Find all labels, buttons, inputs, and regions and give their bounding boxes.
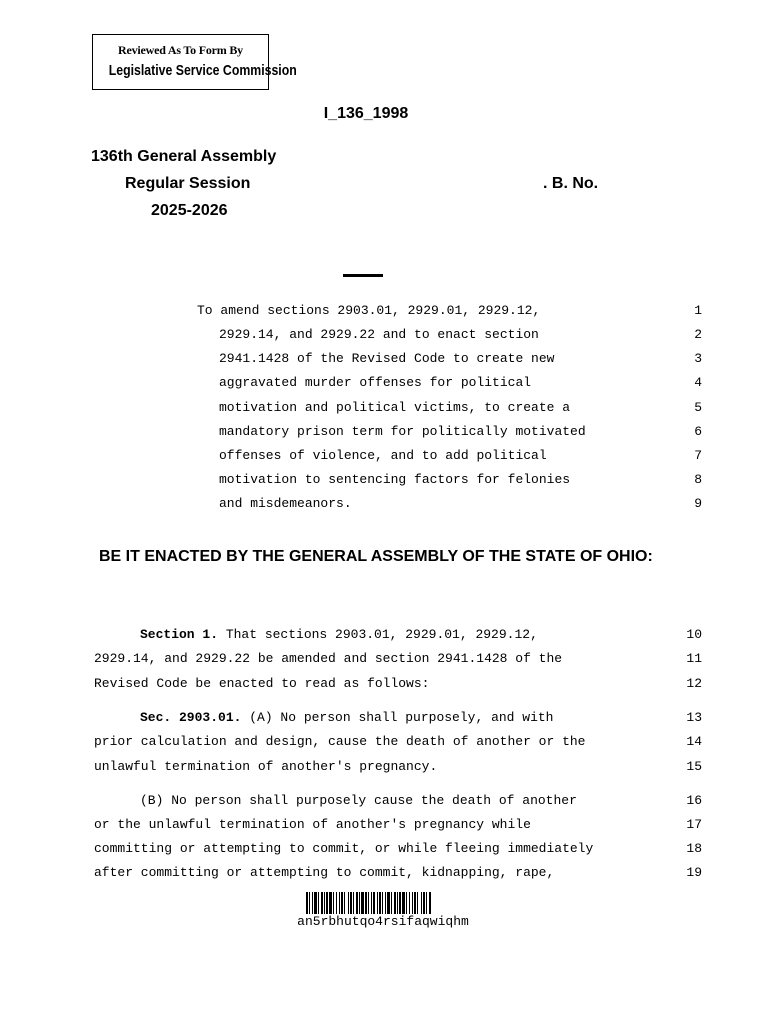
barcode-text: an5rbhutqo4rsifaqwiqhm bbox=[297, 914, 469, 929]
line-number: 12 bbox=[686, 676, 702, 691]
line-number: 15 bbox=[686, 759, 702, 774]
line-number: 7 bbox=[694, 448, 702, 463]
session-name: Regular Session bbox=[125, 175, 251, 192]
body-line: or the unlawful termination of another's pregnancy while bbox=[94, 817, 531, 832]
title-line: 2941.1428 of the Revised Code to create new bbox=[219, 351, 555, 366]
enacting-clause: BE IT ENACTED BY THE GENERAL ASSEMBLY OF THE STATE OF OHIO: bbox=[99, 548, 653, 565]
barcode bbox=[306, 892, 432, 914]
title-line: motivation to sentencing factors for felonies bbox=[219, 472, 571, 487]
body-line: committing or attempting to commit, or while fleeing immediately bbox=[94, 841, 594, 856]
stamp-commission-text: Legislative Service Commission bbox=[108, 62, 297, 79]
line-number: 8 bbox=[694, 472, 702, 487]
body-line: 2929.14, and 2929.22 be amended and section 2941.1428 of the bbox=[94, 651, 563, 666]
line-number: 13 bbox=[686, 710, 702, 725]
body-line: after committing or attempting to commit, kidnapping, rape, bbox=[94, 865, 555, 880]
body-line: prior calculation and design, cause the death of another or the bbox=[94, 734, 586, 749]
title-line: aggravated murder offenses for political bbox=[219, 375, 532, 390]
title-line: offenses of violence, and to add political bbox=[219, 448, 547, 463]
title-line: and misdemeanors. bbox=[219, 496, 352, 511]
title-divider bbox=[343, 274, 383, 277]
section-label: Section 1. bbox=[140, 627, 219, 642]
document-id: I_136_1998 bbox=[323, 105, 409, 122]
title-line: mandatory prison term for politically motivated bbox=[219, 424, 586, 439]
body-text: That sections 2903.01, 2929.01, 2929.12, bbox=[218, 627, 538, 642]
line-number: 10 bbox=[686, 627, 702, 642]
section-label: Sec. 2903.01. bbox=[140, 710, 242, 725]
line-number: 19 bbox=[686, 865, 702, 880]
review-stamp bbox=[92, 34, 297, 90]
body-line: unlawful termination of another's pregnancy. bbox=[94, 759, 438, 774]
body-line: Revised Code be enacted to read as follows: bbox=[94, 676, 430, 691]
line-number: 6 bbox=[694, 424, 702, 439]
line-number: 16 bbox=[686, 793, 702, 808]
line-number: 1 bbox=[694, 303, 702, 318]
line-number: 14 bbox=[686, 734, 702, 749]
line-number: 17 bbox=[686, 817, 702, 832]
line-number: 18 bbox=[686, 841, 702, 856]
body-line bbox=[140, 627, 538, 643]
line-number: 2 bbox=[694, 327, 702, 342]
bill-number: . B. No. bbox=[543, 175, 599, 192]
title-line: motivation and political victims, to create a bbox=[219, 400, 571, 415]
title-line: To amend sections 2903.01, 2929.01, 2929.12, bbox=[197, 303, 541, 318]
body-line bbox=[140, 710, 553, 726]
body-text: (A) No person shall purposely, and with bbox=[241, 710, 554, 725]
stamp-reviewed-text: Reviewed As To Form By bbox=[118, 43, 243, 57]
title-line: 2929.14, and 2929.22 and to enact section bbox=[219, 327, 539, 342]
assembly-name: 136th General Assembly bbox=[91, 148, 277, 165]
line-number: 5 bbox=[694, 400, 702, 415]
line-number: 4 bbox=[694, 375, 702, 390]
line-number: 9 bbox=[694, 496, 702, 511]
session-years: 2025-2026 bbox=[151, 202, 228, 219]
line-number: 3 bbox=[694, 351, 702, 366]
body-line: (B) No person shall purposely cause the death of another bbox=[140, 793, 577, 808]
line-number: 11 bbox=[686, 651, 702, 666]
